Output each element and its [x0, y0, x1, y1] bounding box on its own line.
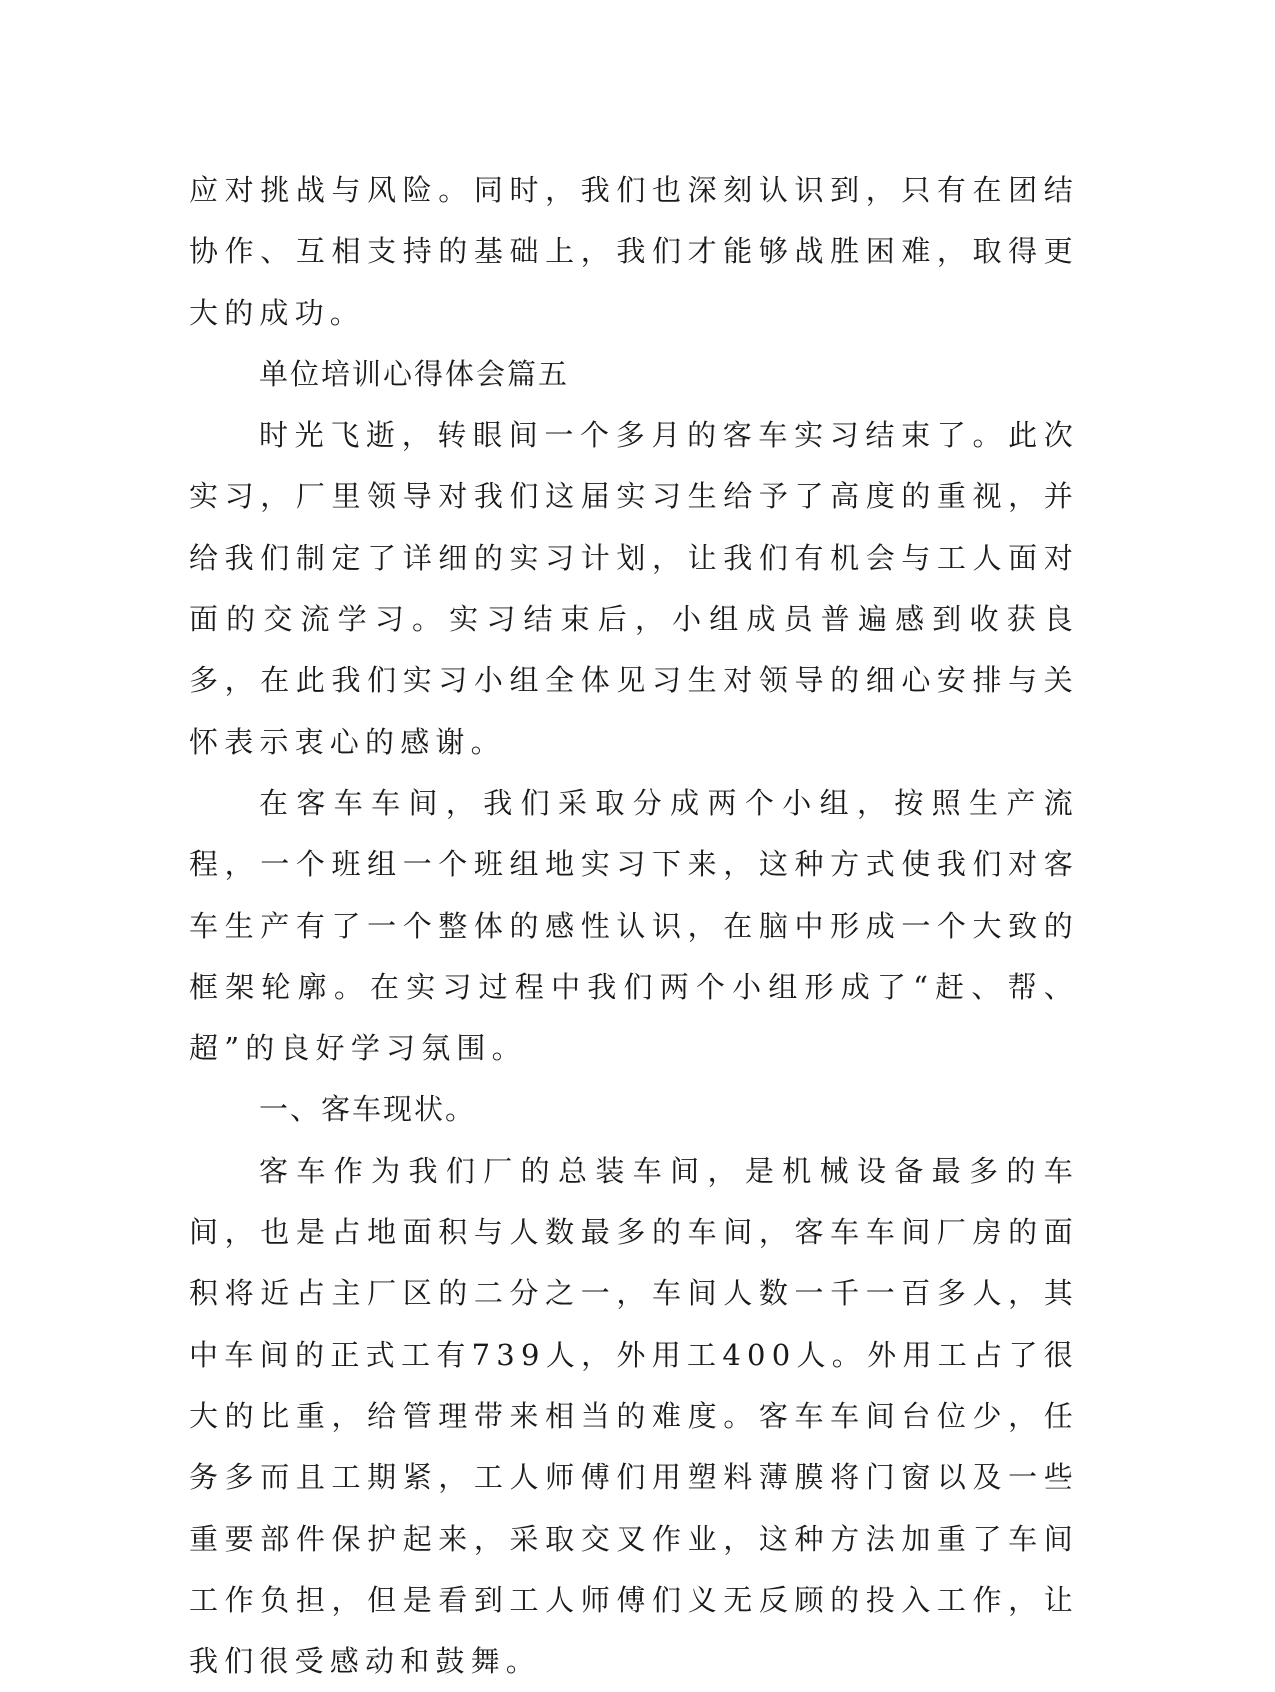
section-heading-part-five: 单位培训心得体会篇五 — [259, 356, 570, 391]
paragraph-workshop-groups: 在客车车间，我们采取分成两个小组，按照生产流程，一个班组一个班组地实习下来，这种方式使我们对客车生产有了一个整体的感性认识，在脑中形成一个大致的框架轮廓。在实习过程中我们两个小组形成了“赶、帮、超”的良好学习氛围。 — [189, 785, 1079, 1066]
paragraph-continuation: 应对挑战与风险。同时，我们也深刻认识到，只有在团结协作、互相支持的基础上，我们才能够战胜困难，取得更大的成功。 — [189, 173, 1079, 330]
section-heading-current-status: 一、客车现状。 — [259, 1092, 477, 1127]
paragraph-workshop-status: 客车作为我们厂的总装车间，是机械设备最多的车间，也是占地面积与人数最多的车间，客车车间厂房的面积将近占主厂区的二分之一，车间人数一千一百多人，其中车间的正式工有739人，外用工400人。外用工占了很大的比重，给管理带来相当的难度。客车车间台位少，任务多而且工期紧，工人师傅们用塑料薄膜将门窗以及一些重要部件保护起来，采取交叉作业，这种方法加重了车间工作负担，但是看到工人师傅们义无反顾的投入工作，让我们很受感动和鼓舞。 — [189, 1153, 1079, 1679]
document-body — [189, 160, 1079, 1692]
paragraph-internship-intro: 时光飞逝，转眼间一个多月的客车实习结束了。此次实习，厂里领导对我们这届实习生给予了高度的重视，并给我们制定了详细的实习计划，让我们有机会与工人面对面的交流学习。实习结束后，小组成员普遍感到收获良多，在此我们实习小组全体见习生对领导的细心安排与关怀表示衷心的感谢。 — [189, 418, 1079, 759]
